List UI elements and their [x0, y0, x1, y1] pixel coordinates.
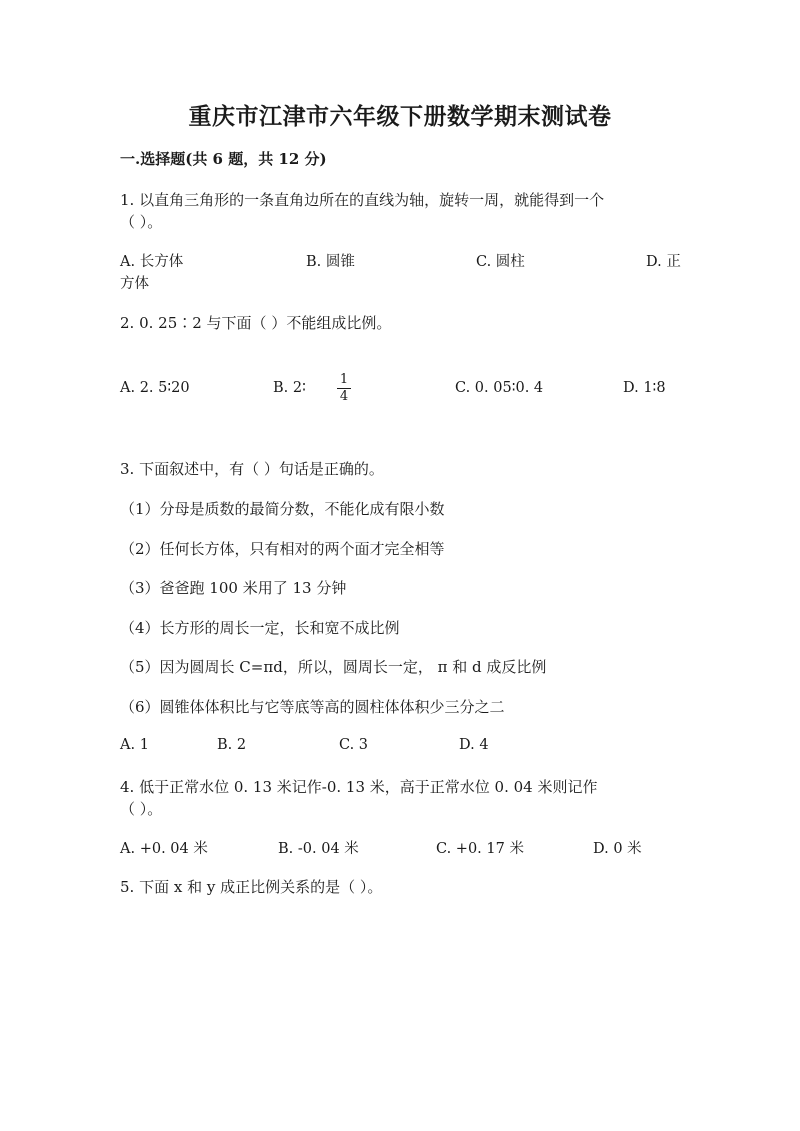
- question-3-statement-1: （1）分母是质数的最简分数，不能化成有限小数: [120, 500, 445, 518]
- fraction-numerator: 1: [339, 372, 349, 387]
- question-1-option-d-wrap: 方体: [120, 276, 149, 292]
- question-3-option-c: C. 3: [339, 737, 369, 753]
- question-5-text: 5. 下面 x 和 y 成正比例关系的是（ ）。: [120, 878, 383, 896]
- section-heading-choice: 一.选择题(共 6 题，共 12 分): [120, 150, 327, 168]
- page-title: 重庆市江津市六年级下册数学期末测试卷: [188, 103, 612, 130]
- question-4-option-b: B. -0. 04 米: [278, 841, 359, 857]
- question-4-text-line1: 4. 低于正常水位 0. 13 米记作-0. 13 米，高于正常水位 0. 04 米则记作: [120, 778, 598, 796]
- fraction-denominator: 4: [339, 389, 349, 404]
- question-1-text-line2: （ ）。: [120, 213, 163, 231]
- question-1-text-line1: 1. 以直角三角形的一条直角边所在的直线为轴，旋转一周，就能得到一个: [120, 191, 605, 209]
- question-2-option-b: B. 2∶: [273, 380, 306, 396]
- question-1-option-d: D. 正: [646, 254, 681, 270]
- question-3-statement-2: （2）任何长方体，只有相对的两个面才完全相等: [120, 540, 445, 558]
- question-2-option-c: C. 0. 05∶0. 4: [455, 380, 544, 396]
- question-2-option-a: A. 2. 5∶20: [120, 380, 190, 396]
- question-4-option-c: C. +0. 17 米: [436, 841, 524, 857]
- question-1-option-a: A. 长方体: [120, 254, 184, 270]
- question-3-option-a: A. 1: [120, 737, 149, 753]
- question-2-option-b-fraction: [335, 373, 353, 404]
- question-3-statement-3: （3）爸爸跑 100 米用了 13 分钟: [120, 579, 347, 597]
- question-4-option-d: D. 0 米: [593, 841, 642, 857]
- question-3-statement-6: （6）圆锥体体积比与它等底等高的圆柱体体积少三分之二: [120, 698, 505, 716]
- question-4-text-line2: （ ）。: [120, 800, 163, 818]
- question-4-option-a: A. +0. 04 米: [120, 841, 208, 857]
- question-3-text: 3. 下面叙述中，有（ ）句话是正确的。: [120, 460, 384, 478]
- question-3-option-d: D. 4: [459, 737, 489, 753]
- question-1-option-b: B. 圆锥: [306, 254, 355, 270]
- question-3-option-b: B. 2: [217, 737, 247, 753]
- question-2-option-d: D. 1∶8: [623, 380, 666, 396]
- question-2-text: 2. 0. 25∶2 与下面（ ）不能组成比例。: [120, 314, 392, 332]
- question-3-statement-4: （4）长方形的周长一定，长和宽不成比例: [120, 619, 400, 637]
- question-3-statement-5: （5）因为圆周长 C=πd，所以，圆周长一定， π 和 d 成反比例: [120, 658, 547, 676]
- question-1-option-c: C. 圆柱: [476, 254, 525, 270]
